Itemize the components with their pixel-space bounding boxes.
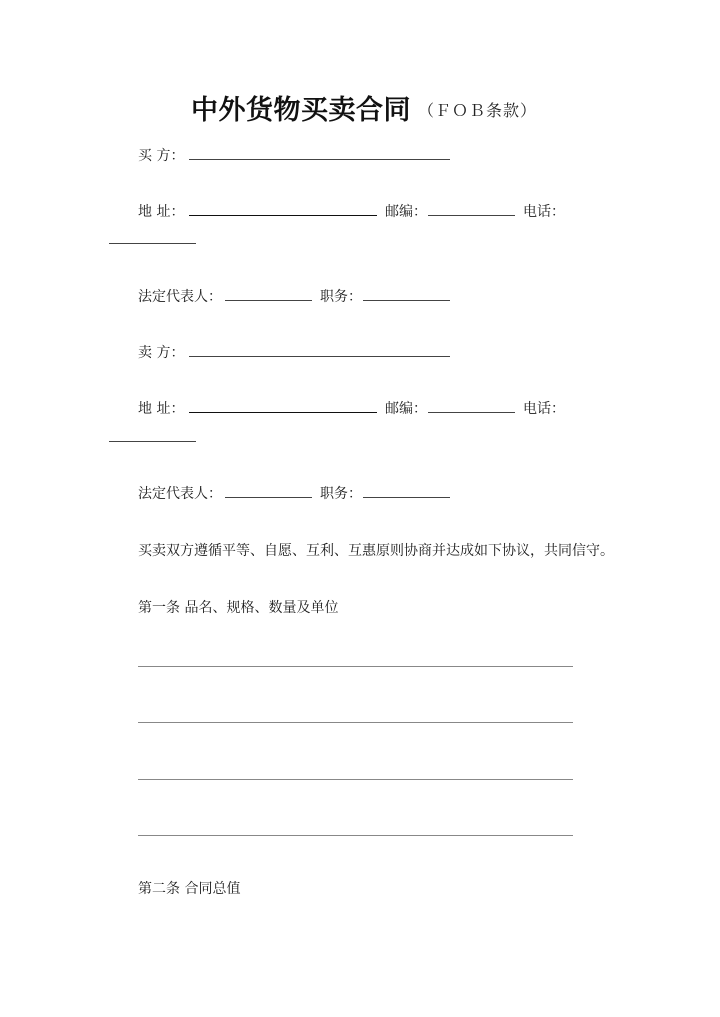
seller-address-label: 地 址：	[138, 401, 185, 417]
seller-position-field[interactable]	[363, 497, 450, 498]
seller-phone-label: 电话：	[523, 401, 565, 417]
buyer-postcode-label: 邮编：	[385, 204, 427, 220]
seller-phone-field[interactable]	[109, 441, 196, 442]
article1-blank-line[interactable]	[138, 779, 573, 780]
buyer-rep-label: 法定代表人：	[138, 289, 222, 305]
seller-label: 卖 方：	[138, 345, 185, 361]
seller-postcode-label: 邮编：	[385, 401, 427, 417]
article2-heading: 第二条 合同总值	[138, 881, 241, 897]
article1-blank-line[interactable]	[138, 666, 573, 667]
article1-blank-line[interactable]	[138, 722, 573, 723]
buyer-position-field[interactable]	[363, 300, 450, 301]
article1-heading: 第一条 品名、规格、数量及单位	[138, 600, 339, 616]
document-subtitle: （ＦＯＢ条款）	[418, 101, 538, 120]
document-title: 中外货物买卖合同	[191, 95, 411, 126]
buyer-rep-field[interactable]	[225, 300, 312, 301]
buyer-label: 买 方：	[138, 148, 185, 164]
buyer-postcode-field[interactable]	[428, 215, 515, 216]
seller-postcode-field[interactable]	[428, 412, 515, 413]
seller-rep-field[interactable]	[225, 497, 312, 498]
seller-position-label: 职务：	[320, 486, 362, 502]
buyer-address-field[interactable]	[189, 215, 377, 216]
buyer-address-label: 地 址：	[138, 204, 185, 220]
buyer-phone-label: 电话：	[523, 204, 565, 220]
buyer-position-label: 职务：	[320, 289, 362, 305]
buyer-name-field[interactable]	[189, 159, 450, 160]
article1-blank-line[interactable]	[138, 835, 573, 836]
preamble-text: 买卖双方遵循平等、自愿、互利、互惠原则协商并达成如下协议，共同信守。	[138, 543, 614, 559]
seller-name-field[interactable]	[189, 356, 450, 357]
seller-rep-label: 法定代表人：	[138, 486, 222, 502]
buyer-phone-field[interactable]	[109, 243, 196, 244]
seller-address-field[interactable]	[189, 412, 377, 413]
